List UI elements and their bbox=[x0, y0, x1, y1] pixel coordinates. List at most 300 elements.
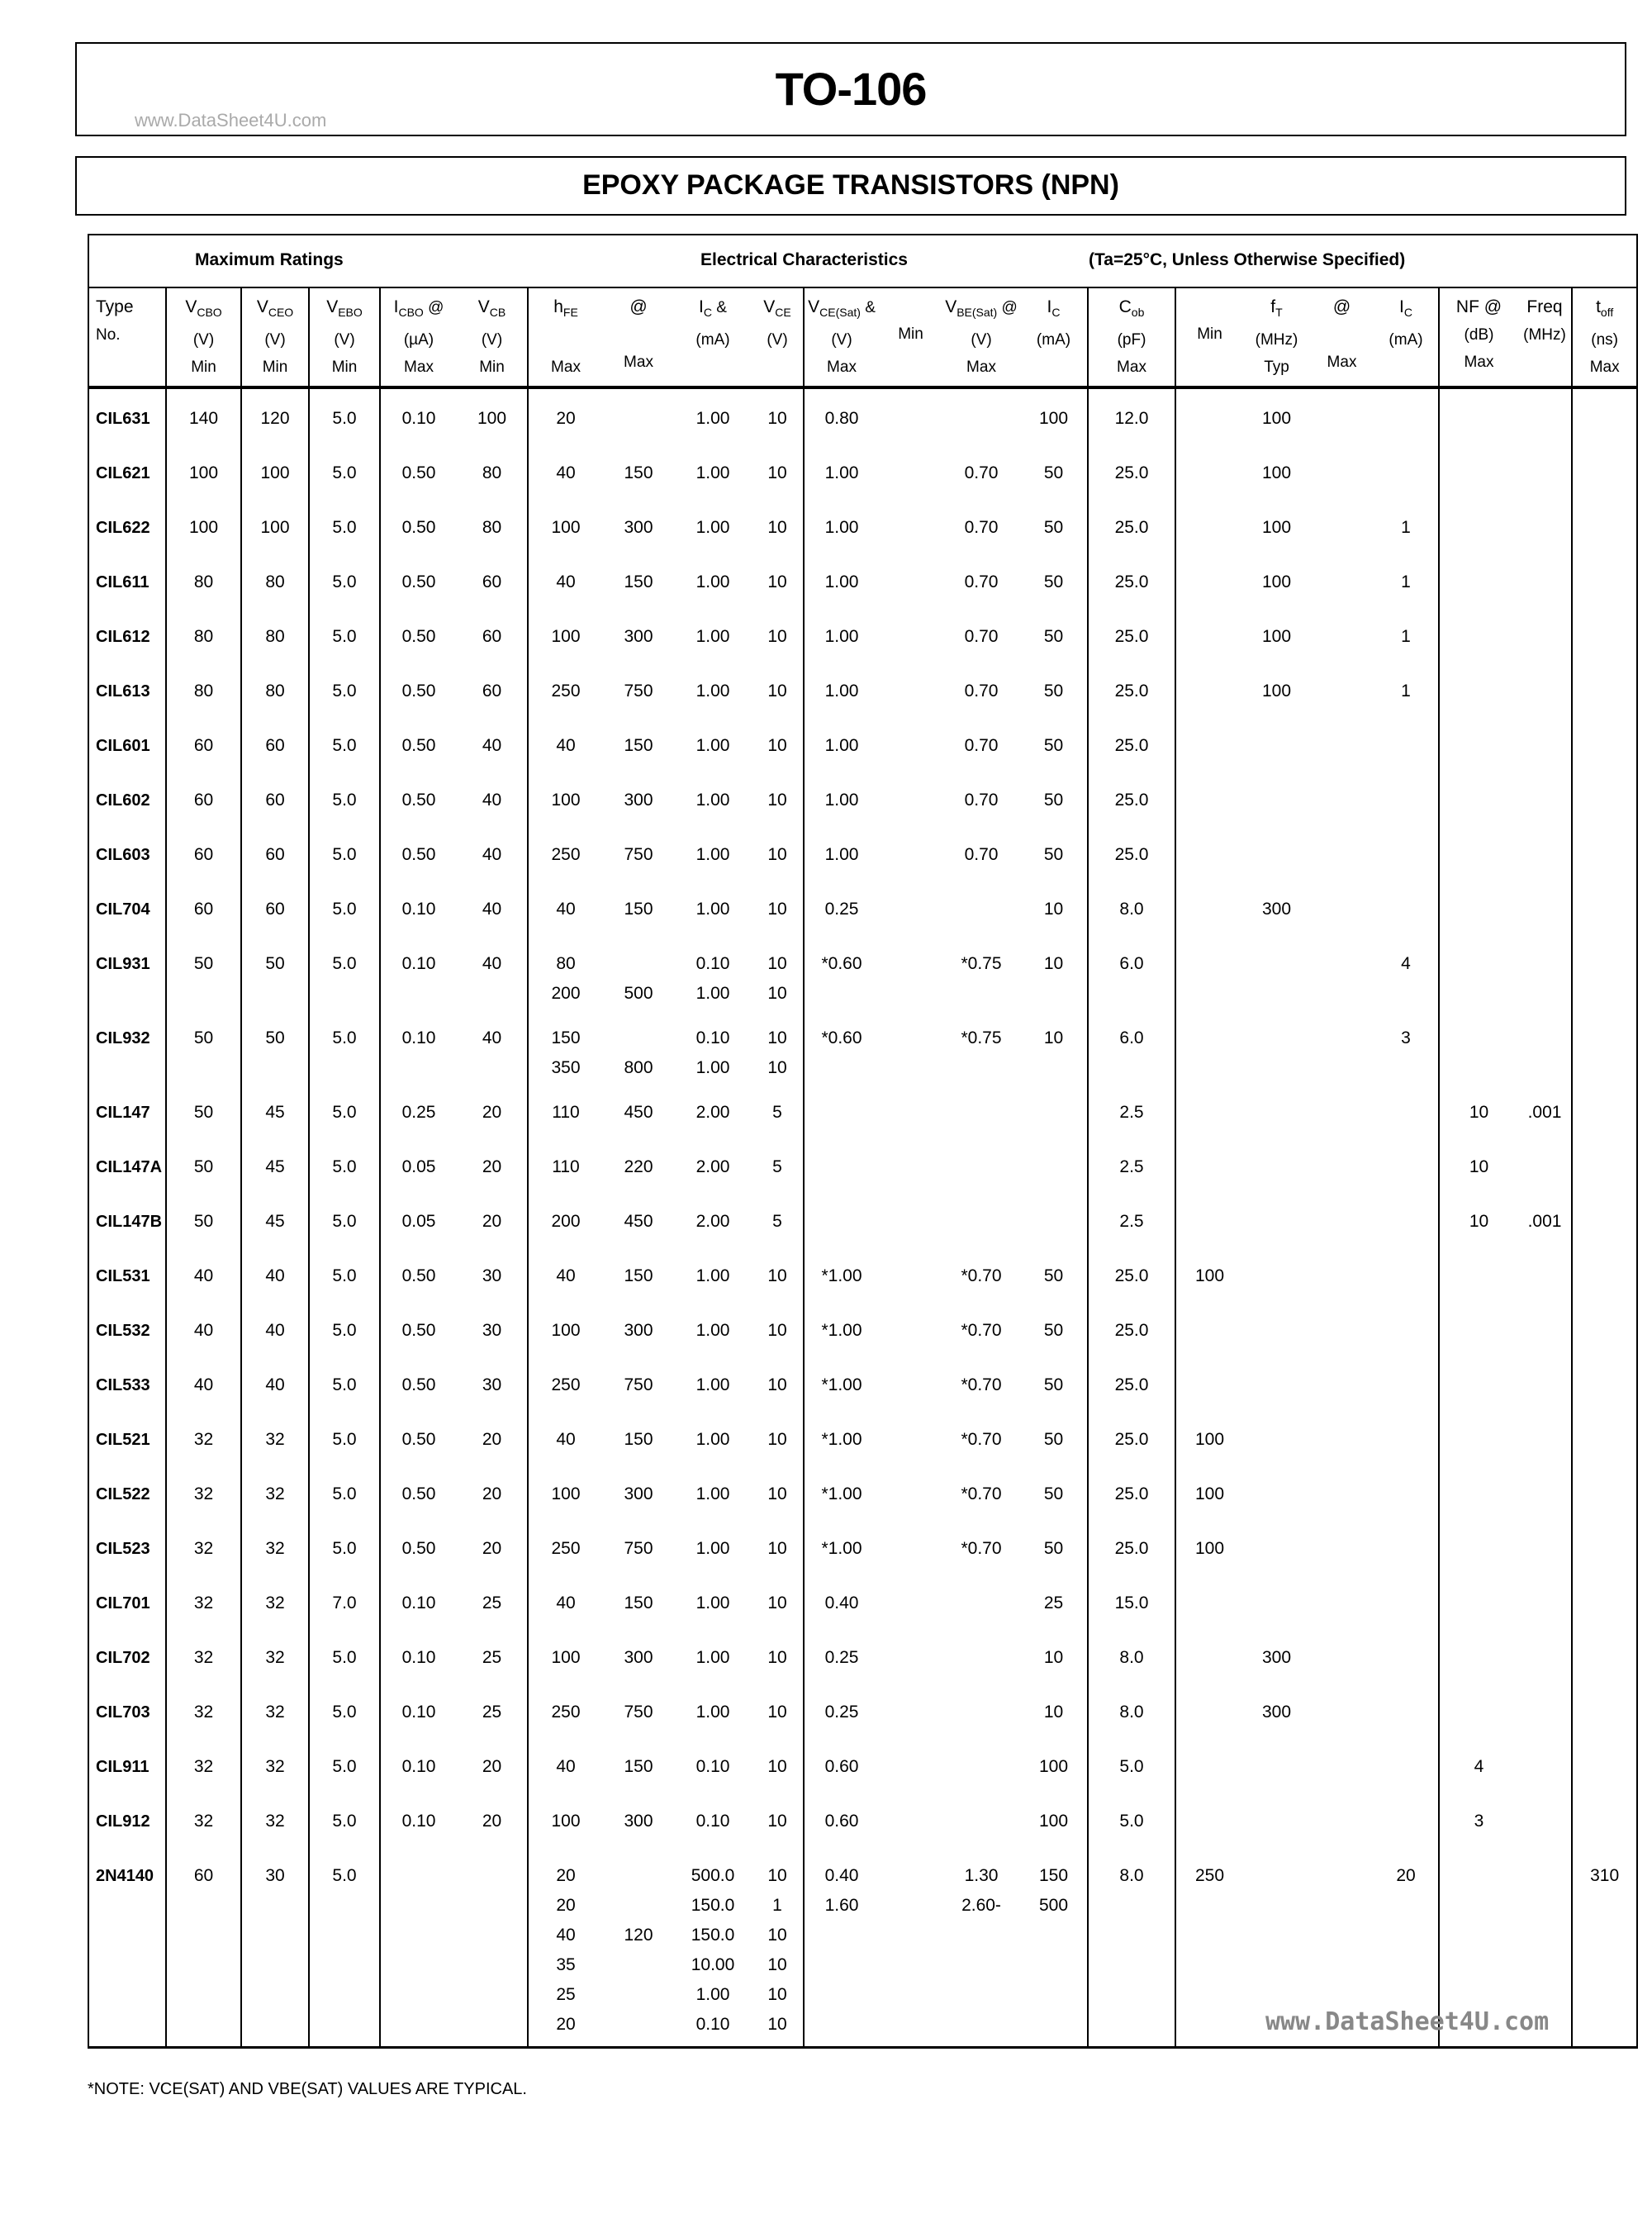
value-cell bbox=[942, 880, 1020, 934]
value-cell: 1 bbox=[1401, 572, 1411, 591]
table-body bbox=[88, 387, 1637, 2048]
value-cell: *1.00 bbox=[804, 1519, 879, 1574]
value-cell bbox=[1518, 880, 1572, 934]
value-cell: 25.0 bbox=[1088, 825, 1175, 880]
value-cell bbox=[1572, 1628, 1637, 1683]
value-cell: 80 bbox=[482, 463, 502, 482]
column-header bbox=[674, 287, 752, 387]
value-cell: 0.50 bbox=[380, 716, 457, 771]
column-unit: (ns) bbox=[1591, 330, 1618, 349]
value-cell: 1.00 bbox=[695, 1266, 730, 1285]
column-unit: (mA) bbox=[695, 330, 730, 349]
value-cell: 1.00 bbox=[804, 771, 879, 825]
value-cell: 32 bbox=[241, 1574, 309, 1628]
value-cell: 150 bbox=[624, 1593, 653, 1612]
value-cell bbox=[1310, 880, 1374, 934]
value-cell bbox=[1175, 716, 1243, 771]
table-row bbox=[88, 607, 1637, 662]
value-cell: 10 bbox=[767, 845, 787, 864]
value-cell bbox=[1439, 444, 1518, 498]
value-cell: 0.50 bbox=[380, 1356, 457, 1410]
value-cell bbox=[1439, 1519, 1518, 1574]
value-cell bbox=[804, 1192, 879, 1247]
value-cell bbox=[1374, 1410, 1439, 1465]
value-cell: 80 bbox=[166, 553, 241, 607]
value-cell bbox=[1518, 662, 1572, 716]
value-cell: 40 bbox=[528, 1247, 603, 1301]
value-cell bbox=[1518, 498, 1572, 553]
table-row bbox=[88, 1247, 1637, 1301]
column-limit: Max bbox=[1589, 358, 1620, 376]
value-cell bbox=[942, 1737, 1020, 1792]
value-cell: 10 bbox=[767, 1375, 787, 1394]
value-cell: 5.0 bbox=[309, 498, 380, 553]
value-cell: 20 bbox=[482, 1757, 502, 1776]
column-symbol: $V_{CE(Sat)}$ & bbox=[808, 297, 876, 319]
value-cell bbox=[1374, 1465, 1439, 1519]
value-cell: 5.0 bbox=[1088, 1792, 1175, 1846]
value-cell bbox=[1572, 1410, 1637, 1465]
value-cell: 100 bbox=[528, 1301, 603, 1356]
value-cell: 5.0 bbox=[309, 1792, 380, 1846]
value-cell: 100 bbox=[1175, 1465, 1243, 1519]
value-cell: 0.40 bbox=[804, 1574, 879, 1628]
value-cell: 250 bbox=[528, 1683, 603, 1737]
value-cell: 6.0 bbox=[1088, 1009, 1175, 1083]
column-limit: Max bbox=[1327, 354, 1357, 371]
value-cell bbox=[1175, 1356, 1243, 1410]
column-header bbox=[1020, 287, 1088, 387]
value-cell bbox=[1374, 1301, 1439, 1356]
column-unit: (V) bbox=[971, 330, 992, 349]
type-number-cell: CIL932 bbox=[88, 1009, 166, 1083]
value-cell: 5.0 bbox=[309, 1519, 380, 1574]
value-cell: 5.0 bbox=[309, 553, 380, 607]
value-cell: 40 bbox=[482, 900, 502, 919]
value-cell: 100 bbox=[528, 498, 603, 553]
value-cell bbox=[1439, 553, 1518, 607]
value-cell bbox=[1175, 934, 1243, 1009]
value-cell: 750 bbox=[624, 682, 653, 701]
value-cell: 300 bbox=[1261, 1648, 1292, 1667]
value-cell: 1.30 2.60- bbox=[942, 1846, 1020, 2048]
value-cell: *0.70 bbox=[961, 1539, 1002, 1558]
value-cell: 0.70 bbox=[964, 682, 999, 701]
value-cell: 1.00 bbox=[695, 627, 730, 646]
type-number-cell: CIL531 bbox=[88, 1247, 166, 1301]
table-row bbox=[88, 1792, 1637, 1846]
value-cell: 40 bbox=[528, 444, 603, 498]
value-cell bbox=[1374, 1137, 1439, 1192]
value-cell: 5.0 bbox=[309, 1683, 380, 1737]
value-cell: *0.60 bbox=[804, 1009, 879, 1083]
value-cell bbox=[1243, 1192, 1310, 1247]
value-cell: *0.75 bbox=[961, 954, 1002, 973]
value-cell bbox=[1175, 1301, 1243, 1356]
value-cell bbox=[1374, 771, 1439, 825]
value-cell: 10 bbox=[767, 791, 787, 810]
value-cell: 1.00 bbox=[804, 553, 879, 607]
column-unit: (V) bbox=[767, 330, 788, 349]
value-cell bbox=[1310, 1628, 1374, 1683]
value-cell bbox=[879, 825, 942, 880]
type-number-cell: CIL631 bbox=[88, 387, 166, 444]
value-cell: 10 bbox=[767, 736, 787, 755]
value-cell: 0.10 bbox=[380, 1574, 457, 1628]
value-cell: 120 bbox=[603, 1846, 674, 2048]
value-cell: 32 bbox=[166, 1737, 241, 1792]
value-cell bbox=[1374, 1574, 1439, 1628]
value-cell bbox=[879, 662, 942, 716]
value-cell: 10 bbox=[1439, 1083, 1518, 1137]
value-cell: *0.60 bbox=[804, 934, 879, 1009]
value-cell: 32 bbox=[241, 1465, 309, 1519]
value-cell: 10 bbox=[767, 1812, 787, 1831]
column-symbol: $V_{CEO}$ bbox=[256, 297, 294, 319]
value-cell bbox=[879, 1683, 942, 1737]
value-cell: 5.0 bbox=[309, 1009, 380, 1083]
value-cell bbox=[1518, 387, 1572, 444]
value-cell: 40 bbox=[482, 954, 502, 973]
value-cell: 10 bbox=[1043, 1703, 1064, 1722]
column-header bbox=[1243, 287, 1310, 387]
value-cell: *0.70 bbox=[961, 1321, 1002, 1340]
value-cell: 50 bbox=[166, 1083, 241, 1137]
value-cell bbox=[879, 1628, 942, 1683]
value-cell: 0.70 bbox=[964, 736, 999, 755]
value-cell bbox=[1243, 825, 1310, 880]
title-box bbox=[75, 42, 1626, 136]
value-cell: 40 bbox=[241, 1356, 309, 1410]
column-symbol: $I_C$ & bbox=[699, 297, 727, 319]
table-row bbox=[88, 553, 1637, 607]
value-cell: 750 bbox=[624, 1539, 653, 1558]
column-header bbox=[804, 287, 879, 387]
value-cell: 0.50 bbox=[380, 771, 457, 825]
value-cell: 1.00 bbox=[695, 1484, 730, 1503]
type-number-cell: CIL603 bbox=[88, 825, 166, 880]
value-cell: 32 bbox=[241, 1628, 309, 1683]
value-cell: 10 bbox=[1043, 1028, 1064, 1047]
value-cell bbox=[1518, 1465, 1572, 1519]
value-cell bbox=[879, 1301, 942, 1356]
value-cell: 7.0 bbox=[309, 1574, 380, 1628]
value-cell: 100 bbox=[1038, 1812, 1069, 1831]
value-cell: 40 bbox=[528, 880, 603, 934]
value-cell bbox=[1518, 1356, 1572, 1410]
column-limit bbox=[1374, 354, 1438, 381]
value-cell: 110 bbox=[528, 1083, 603, 1137]
value-cell: 40 bbox=[482, 791, 502, 810]
value-cell bbox=[942, 1083, 1020, 1137]
value-cell bbox=[879, 771, 942, 825]
value-cell: 5.0 bbox=[309, 387, 380, 444]
value-cell bbox=[879, 934, 942, 1009]
value-cell bbox=[1572, 1792, 1637, 1846]
table-row bbox=[88, 934, 1637, 1009]
value-cell bbox=[1439, 1574, 1518, 1628]
value-cell: 50 bbox=[166, 1137, 241, 1192]
value-cell: *1.00 bbox=[804, 1465, 879, 1519]
column-limit: Min bbox=[191, 358, 216, 376]
value-cell: 10 bbox=[767, 1266, 787, 1285]
value-cell: 1.00 bbox=[695, 1648, 730, 1667]
value-cell: 1.00 bbox=[804, 498, 879, 553]
value-cell bbox=[942, 387, 1020, 444]
column-unit: (V) bbox=[831, 330, 852, 349]
value-cell: 25.0 bbox=[1088, 498, 1175, 553]
value-cell: 250 bbox=[528, 662, 603, 716]
column-header bbox=[1374, 287, 1439, 387]
value-cell: 5 bbox=[772, 1212, 782, 1231]
value-cell bbox=[1518, 1574, 1572, 1628]
value-cell: 3 bbox=[1401, 1028, 1411, 1047]
value-cell: 10 bbox=[767, 1648, 787, 1667]
column-unit: (µA) bbox=[403, 330, 434, 349]
value-cell bbox=[879, 1846, 942, 2048]
value-cell: 10 bbox=[767, 900, 787, 919]
value-cell bbox=[1439, 498, 1518, 553]
value-cell: 10 bbox=[1043, 900, 1064, 919]
value-cell: 5.0 bbox=[309, 1628, 380, 1683]
value-cell: 20 bbox=[482, 1539, 502, 1558]
value-cell: 0.10 bbox=[380, 880, 457, 934]
column-limit bbox=[1518, 349, 1571, 376]
value-cell: 1.00 bbox=[695, 1703, 730, 1722]
value-cell bbox=[1572, 1737, 1637, 1792]
table-row bbox=[88, 1192, 1637, 1247]
value-cell bbox=[1374, 444, 1439, 498]
value-cell: 5.0 bbox=[309, 1083, 380, 1137]
table-row bbox=[88, 771, 1637, 825]
value-cell bbox=[1310, 1410, 1374, 1465]
value-cell bbox=[1175, 771, 1243, 825]
type-number-cell: CIL147 bbox=[88, 1083, 166, 1137]
value-cell: 10 bbox=[767, 463, 787, 482]
value-cell: 0.70 bbox=[964, 627, 999, 646]
value-cell bbox=[1518, 1301, 1572, 1356]
column-header bbox=[1572, 287, 1637, 387]
value-cell: 60 bbox=[166, 771, 241, 825]
type-number-cell: CIL613 bbox=[88, 662, 166, 716]
value-cell bbox=[1572, 716, 1637, 771]
value-cell: 100 bbox=[1261, 518, 1292, 537]
value-cell bbox=[879, 1137, 942, 1192]
value-cell: 0.10 bbox=[380, 1628, 457, 1683]
value-cell bbox=[1439, 662, 1518, 716]
value-cell bbox=[1310, 1247, 1374, 1301]
value-cell bbox=[1439, 825, 1518, 880]
value-cell: 5.0 bbox=[309, 771, 380, 825]
value-cell: 20 bbox=[482, 1157, 502, 1176]
value-cell bbox=[1175, 553, 1243, 607]
value-cell: 1.00 bbox=[804, 716, 879, 771]
column-symbol: Freq bbox=[1526, 297, 1563, 316]
value-cell bbox=[1439, 1683, 1518, 1737]
column-unit: (mA) bbox=[1389, 330, 1423, 349]
column-header bbox=[457, 287, 528, 387]
column-header bbox=[88, 287, 166, 387]
value-cell: .001 bbox=[1527, 1212, 1562, 1231]
value-cell bbox=[1572, 1009, 1637, 1083]
value-cell bbox=[1310, 1192, 1374, 1247]
value-cell: 300 bbox=[1261, 1703, 1292, 1722]
type-number-cell: CIL521 bbox=[88, 1410, 166, 1465]
column-header bbox=[380, 287, 457, 387]
column-header bbox=[752, 287, 804, 387]
value-cell: 0.10 bbox=[380, 1792, 457, 1846]
value-cell bbox=[942, 1683, 1020, 1737]
value-cell: 20 20 40 35 25 20 bbox=[528, 1846, 603, 2048]
value-cell: 0.50 bbox=[380, 1465, 457, 1519]
value-cell: 50 bbox=[1043, 572, 1064, 591]
value-cell: 40 bbox=[482, 736, 502, 755]
value-cell bbox=[1175, 1574, 1243, 1628]
value-cell: 100 bbox=[1175, 1410, 1243, 1465]
value-cell: 300 bbox=[624, 627, 653, 646]
value-cell bbox=[1572, 771, 1637, 825]
value-cell: 1 bbox=[1401, 518, 1411, 537]
value-cell bbox=[1243, 1301, 1310, 1356]
value-cell bbox=[1374, 1628, 1439, 1683]
value-cell: 0.10 bbox=[380, 387, 457, 444]
type-number-cell: CIL147A bbox=[88, 1137, 166, 1192]
type-number-cell: CIL602 bbox=[88, 771, 166, 825]
column-unit bbox=[1310, 321, 1374, 349]
value-cell bbox=[1518, 771, 1572, 825]
column-limit: Max bbox=[827, 358, 857, 376]
value-cell: 5.0 bbox=[309, 880, 380, 934]
value-cell: 1 bbox=[1401, 627, 1411, 646]
value-cell bbox=[1175, 662, 1243, 716]
value-cell bbox=[1439, 1301, 1518, 1356]
value-cell: 100 bbox=[528, 771, 603, 825]
column-symbol: $I_{CBO}$ @ bbox=[393, 297, 444, 319]
value-cell: 0.60 bbox=[804, 1737, 879, 1792]
column-limit bbox=[752, 354, 803, 381]
value-cell: 80 bbox=[241, 607, 309, 662]
column-header bbox=[1310, 287, 1374, 387]
value-cell: 25 bbox=[482, 1593, 502, 1612]
table-row bbox=[88, 825, 1637, 880]
value-cell: 50 bbox=[1043, 518, 1064, 537]
value-cell bbox=[1020, 1083, 1088, 1137]
value-cell: 40 bbox=[528, 1737, 603, 1792]
value-cell: 32 bbox=[166, 1519, 241, 1574]
value-cell bbox=[1310, 716, 1374, 771]
value-cell: 5.0 bbox=[309, 662, 380, 716]
value-cell bbox=[1518, 607, 1572, 662]
value-cell: 10 10 bbox=[767, 1028, 787, 1077]
table-row bbox=[88, 880, 1637, 934]
type-number-cell: CIL533 bbox=[88, 1356, 166, 1410]
value-cell: *1.00 bbox=[804, 1356, 879, 1410]
column-header bbox=[942, 287, 1020, 387]
column-symbol: $h_{FE}$ bbox=[553, 297, 578, 319]
value-cell: 5.0 bbox=[1088, 1737, 1175, 1792]
value-cell bbox=[1310, 1792, 1374, 1846]
value-cell: 32 bbox=[166, 1683, 241, 1737]
column-limit: Max bbox=[624, 354, 653, 371]
column-symbol: $V_{CBO}$ bbox=[185, 297, 222, 319]
value-cell: 5 bbox=[772, 1157, 782, 1176]
value-cell bbox=[1572, 934, 1637, 1009]
value-cell bbox=[1572, 607, 1637, 662]
value-cell bbox=[1374, 1356, 1439, 1410]
page-subtitle: EPOXY PACKAGE TRANSISTORS (NPN) bbox=[582, 169, 1119, 201]
value-cell bbox=[879, 716, 942, 771]
value-cell: 1.00 bbox=[804, 662, 879, 716]
value-cell bbox=[1374, 387, 1439, 444]
value-cell: 1.00 bbox=[695, 1539, 730, 1558]
value-cell: 2.5 bbox=[1088, 1192, 1175, 1247]
value-cell: 750 bbox=[624, 1375, 653, 1394]
value-cell: 150 bbox=[624, 572, 653, 591]
column-unit: (V) bbox=[481, 330, 503, 349]
table-row bbox=[88, 1519, 1637, 1574]
value-cell: 80 bbox=[166, 607, 241, 662]
value-cell bbox=[1572, 1519, 1637, 1574]
value-cell bbox=[1310, 553, 1374, 607]
value-cell bbox=[1374, 1083, 1439, 1137]
value-cell: 25.0 bbox=[1088, 662, 1175, 716]
value-cell: 0.05 bbox=[380, 1192, 457, 1247]
value-cell: 10 bbox=[767, 1430, 787, 1449]
value-cell: 8.0 bbox=[1088, 1846, 1175, 2048]
value-cell bbox=[1310, 1356, 1374, 1410]
value-cell: 32 bbox=[166, 1465, 241, 1519]
value-cell: 0.50 bbox=[380, 607, 457, 662]
value-cell: 25 bbox=[482, 1648, 502, 1667]
table-row bbox=[88, 1628, 1637, 1683]
value-cell: 10 bbox=[1439, 1192, 1518, 1247]
value-cell: 0.10 bbox=[695, 1757, 730, 1776]
table-row bbox=[88, 1009, 1637, 1083]
table-row bbox=[88, 716, 1637, 771]
type-number-cell: CIL601 bbox=[88, 716, 166, 771]
value-cell: 5.0 bbox=[309, 1247, 380, 1301]
group-conditions: (Ta=25°C, Unless Otherwise Specified) bbox=[1089, 250, 1406, 269]
value-cell: 5.0 bbox=[309, 1465, 380, 1519]
value-cell: 50 bbox=[1043, 1375, 1064, 1394]
table-row bbox=[88, 1410, 1637, 1465]
value-cell bbox=[1175, 1737, 1243, 1792]
value-cell: 10 bbox=[1043, 1648, 1064, 1667]
value-cell: 32 bbox=[241, 1737, 309, 1792]
value-cell: 0.70 bbox=[964, 845, 999, 864]
value-cell bbox=[1175, 1683, 1243, 1737]
value-cell: 0.10 bbox=[380, 1737, 457, 1792]
value-cell: 80 bbox=[241, 662, 309, 716]
value-cell: 0.80 bbox=[804, 387, 879, 444]
value-cell: 25.0 bbox=[1088, 444, 1175, 498]
column-symbol: $V_{CE}$ bbox=[763, 297, 791, 319]
value-cell: 150 bbox=[624, 1757, 653, 1776]
value-cell bbox=[1518, 1792, 1572, 1846]
value-cell bbox=[1439, 716, 1518, 771]
column-symbol: $f_T$ bbox=[1270, 297, 1283, 319]
value-cell bbox=[1310, 1683, 1374, 1737]
value-cell: 10 bbox=[767, 1593, 787, 1612]
value-cell bbox=[1310, 1009, 1374, 1083]
table-row bbox=[88, 1083, 1637, 1137]
value-cell bbox=[1374, 1247, 1439, 1301]
value-cell: 750 bbox=[624, 845, 653, 864]
value-cell bbox=[1243, 1519, 1310, 1574]
value-cell bbox=[1175, 444, 1243, 498]
value-cell: 0.50 bbox=[380, 1410, 457, 1465]
value-cell: 40 bbox=[241, 1301, 309, 1356]
